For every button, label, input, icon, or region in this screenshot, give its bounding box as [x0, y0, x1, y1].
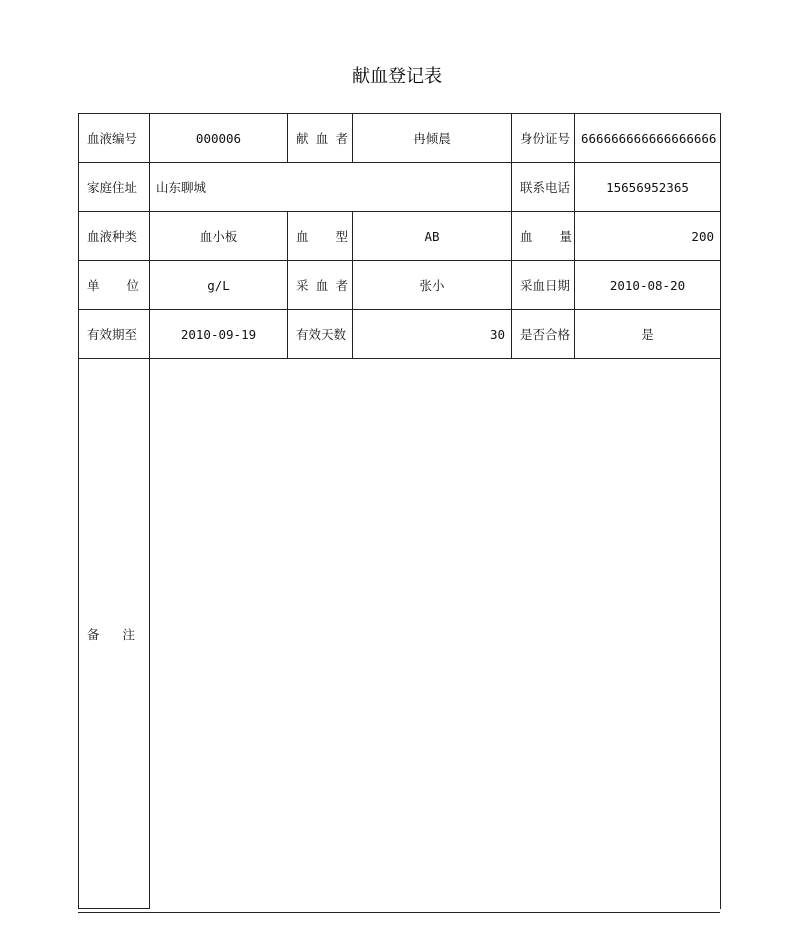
unit-value[interactable]: g/L — [150, 261, 288, 310]
blood-no-label: 血液编号 — [79, 114, 150, 163]
table-row — [79, 359, 721, 909]
donor-value[interactable]: 冉倾晨 — [353, 114, 512, 163]
blood-no-value[interactable]: 000006 — [150, 114, 288, 163]
id-number-value[interactable]: 666666666666666666 — [575, 114, 721, 163]
address-value[interactable]: 山东聊城 — [150, 163, 512, 212]
phone-value[interactable]: 15656952365 — [575, 163, 721, 212]
valid-until-label: 有效期至 — [79, 310, 150, 359]
table-row — [79, 163, 721, 212]
id-number-label: 身份证号 — [512, 114, 575, 163]
blood-amount-label: 血 量 — [512, 212, 575, 261]
qualified-value[interactable]: 是 — [575, 310, 721, 359]
unit-label: 单 位 — [79, 261, 150, 310]
address-label: 家庭住址 — [79, 163, 150, 212]
donation-form-table — [78, 113, 721, 909]
qualified-label: 是否合格 — [512, 310, 575, 359]
blood-type-value[interactable]: AB — [353, 212, 512, 261]
valid-days-label: 有效天数 — [288, 310, 353, 359]
remark-label: 备 注 — [79, 359, 150, 909]
blood-amount-value[interactable]: 200 — [575, 212, 721, 261]
phone-label: 联系电话 — [512, 163, 575, 212]
valid-until-value[interactable]: 2010-09-19 — [150, 310, 288, 359]
table-row — [79, 212, 721, 261]
blood-kind-label: 血液种类 — [79, 212, 150, 261]
remark-value[interactable] — [150, 359, 721, 909]
collector-value[interactable]: 张小 — [353, 261, 512, 310]
collector-label: 采 血 者 — [288, 261, 353, 310]
valid-days-value[interactable]: 30 — [353, 310, 512, 359]
blood-type-label: 血 型 — [288, 212, 353, 261]
blood-kind-value[interactable]: 血小板 — [150, 212, 288, 261]
table-row — [79, 310, 721, 359]
collect-date-value[interactable]: 2010-08-20 — [575, 261, 721, 310]
collect-date-label: 采血日期 — [512, 261, 575, 310]
table-row — [79, 114, 721, 163]
page-title: 献血登记表 — [352, 66, 442, 87]
table-row — [79, 261, 721, 310]
donor-label: 献 血 者 — [288, 114, 353, 163]
table-bottom-border — [78, 912, 720, 913]
